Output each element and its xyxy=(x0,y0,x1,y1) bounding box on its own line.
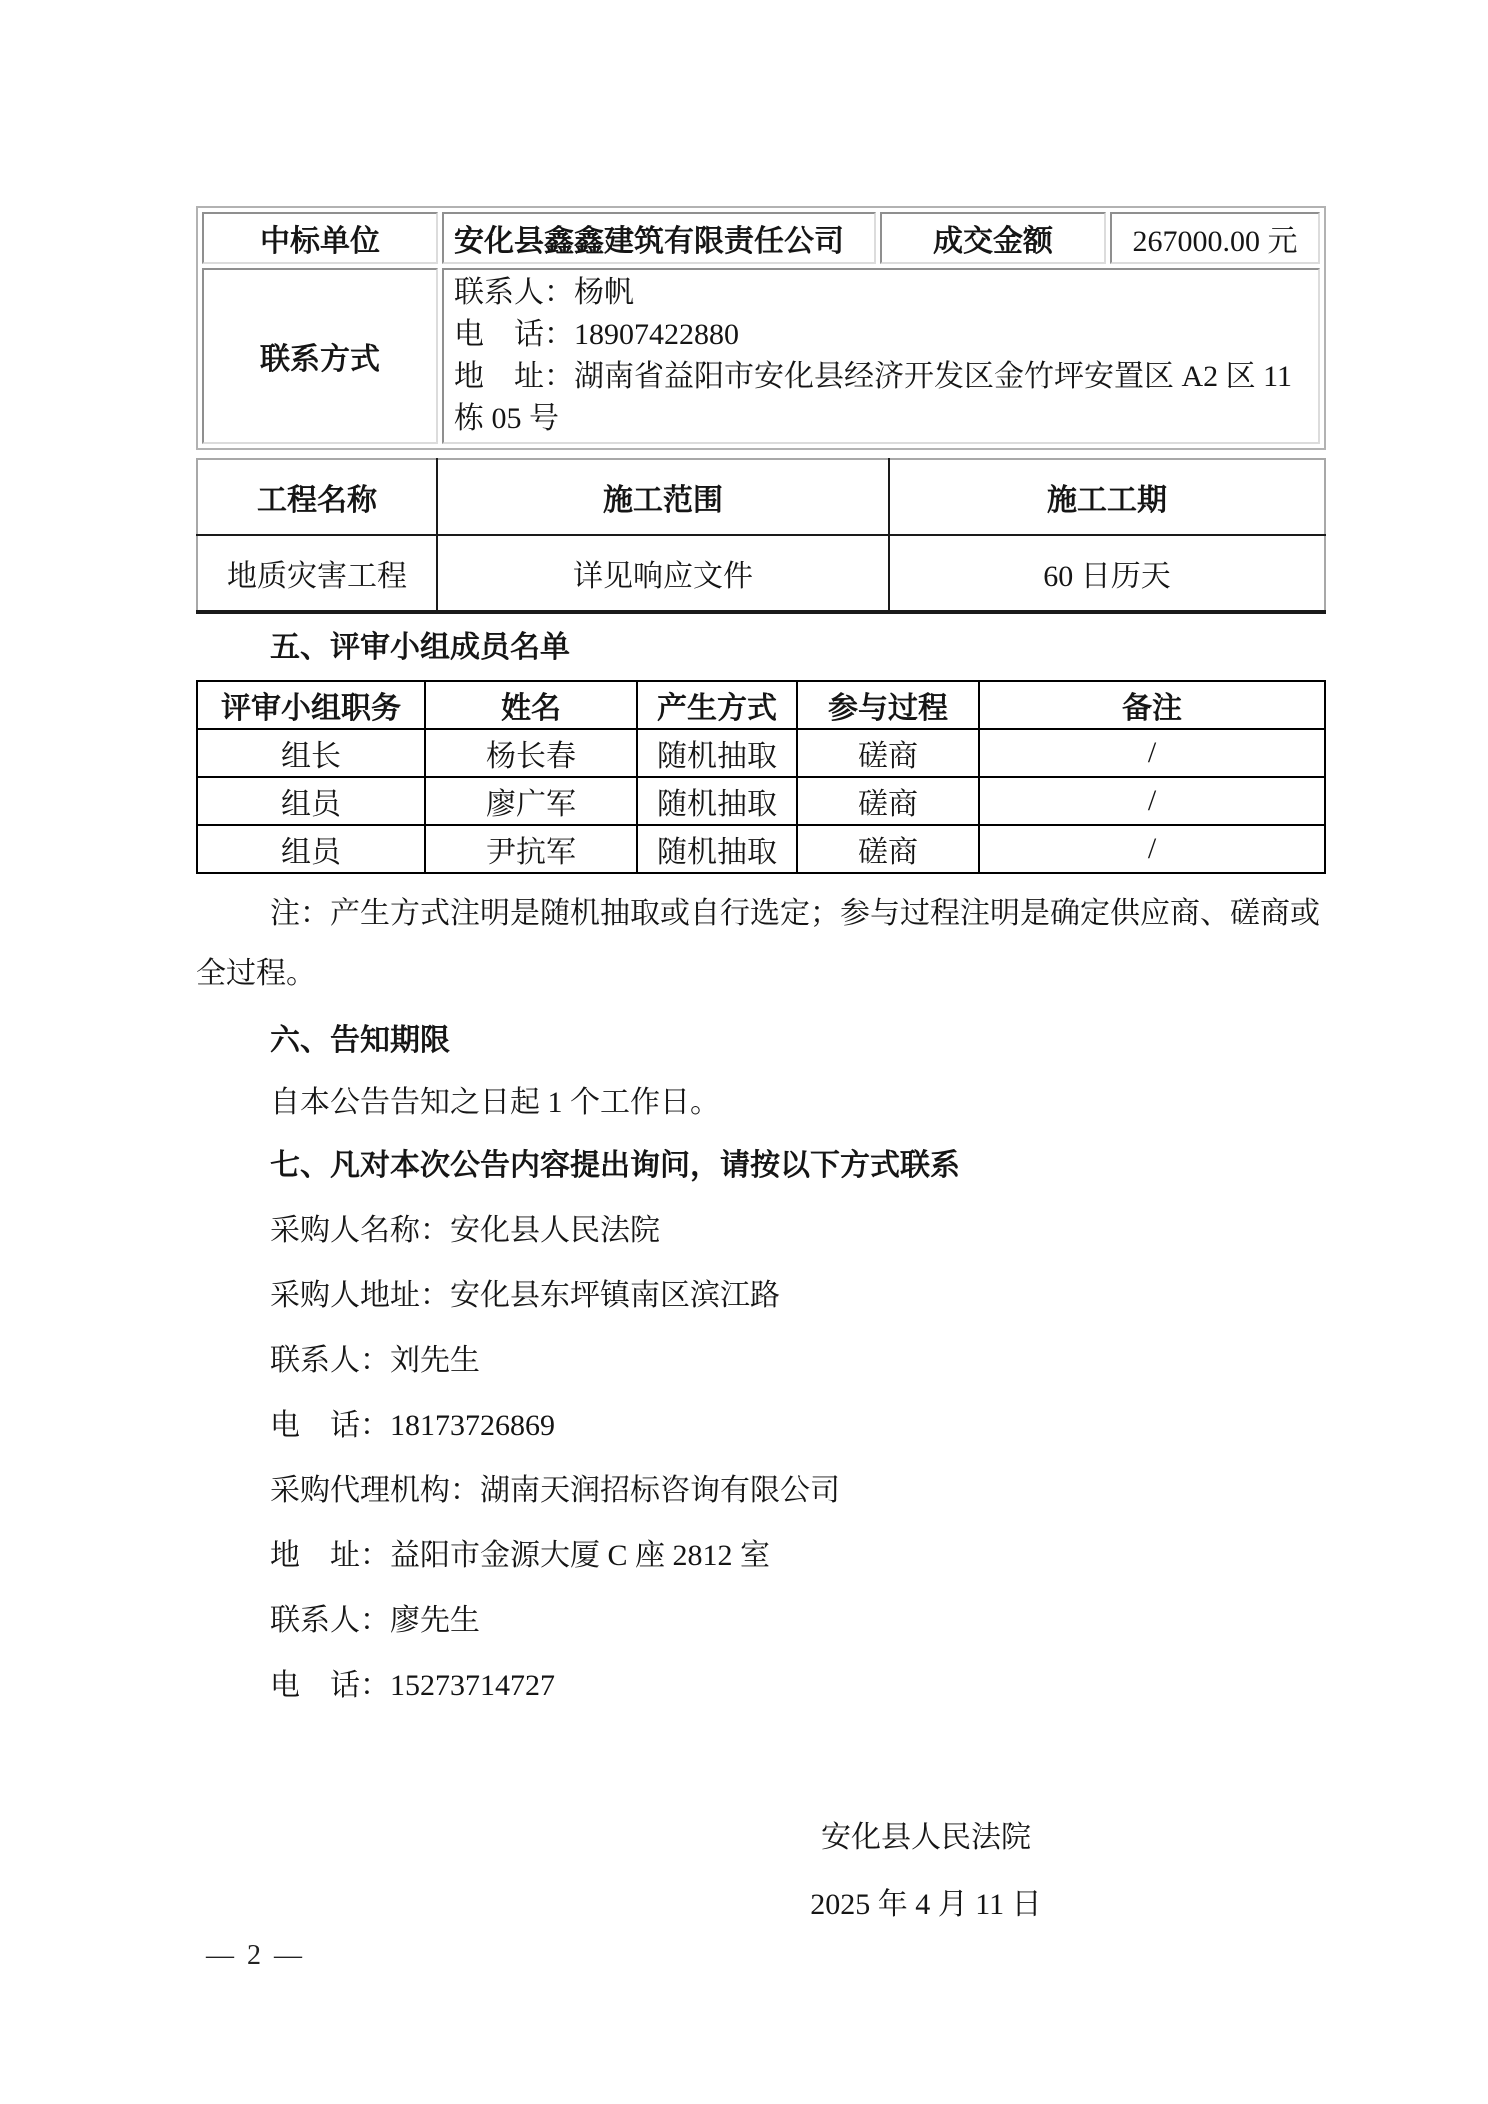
panel-note-line2: 全过程。 xyxy=(196,957,316,990)
panel-process-header: 参与过程 xyxy=(797,681,979,729)
panel-name-cell: 尹抗军 xyxy=(425,825,637,873)
panel-role-cell: 组员 xyxy=(197,825,425,873)
project-name-header: 工程名称 xyxy=(197,459,437,535)
panel-remark-cell: / xyxy=(979,825,1325,873)
contact-label: 联系方式 xyxy=(202,268,438,444)
project-duration-header: 施工工期 xyxy=(889,459,1325,535)
panel-header-row xyxy=(197,681,1325,729)
agency-contact-line: 联系人：廖先生 xyxy=(270,1604,480,1637)
section5-heading: 五、评审小组成员名单 xyxy=(270,631,570,664)
panel-process-cell: 磋商 xyxy=(797,825,979,873)
contact-details-cell xyxy=(442,268,1320,444)
panel-note-line1: 注：产生方式注明是随机抽取或自行选定；参与过程注明是确定供应商、磋商或 xyxy=(270,897,1320,930)
review-panel-table xyxy=(196,680,1326,874)
panel-remark-cell: / xyxy=(979,777,1325,825)
panel-role-cell: 组长 xyxy=(197,729,425,777)
purchaser-name-line: 采购人名称：安化县人民法院 xyxy=(270,1214,660,1247)
winner-label: 中标单位 xyxy=(202,212,438,264)
project-scope-header: 施工范围 xyxy=(437,459,889,535)
amount-value: 267000.00 元 xyxy=(1110,212,1320,264)
award-table xyxy=(196,206,1326,450)
panel-row xyxy=(197,777,1325,825)
panel-method-cell: 随机抽取 xyxy=(637,777,797,825)
panel-name-header: 姓名 xyxy=(425,681,637,729)
panel-remark-cell: / xyxy=(979,729,1325,777)
project-table xyxy=(196,458,1326,614)
project-duration-value: 60 日历天 xyxy=(889,535,1325,612)
panel-role-cell: 组员 xyxy=(197,777,425,825)
winner-value: 安化县鑫鑫建筑有限责任公司 xyxy=(442,212,876,264)
panel-method-cell: 随机抽取 xyxy=(637,825,797,873)
signature-org: 安化县人民法院 xyxy=(821,1821,1031,1854)
contact-person-line: 联系人：杨帆 xyxy=(454,276,634,309)
section6-body: 自本公告告知之日起 1 个工作日。 xyxy=(270,1086,720,1119)
panel-role-header: 评审小组职务 xyxy=(197,681,425,729)
purchaser-address-line: 采购人地址：安化县东坪镇南区滨江路 xyxy=(270,1279,780,1312)
amount-label: 成交金额 xyxy=(880,212,1106,264)
panel-name-cell: 杨长春 xyxy=(425,729,637,777)
panel-process-cell: 磋商 xyxy=(797,777,979,825)
award-table-row-winner xyxy=(202,212,1320,264)
page-number: — 2 — xyxy=(206,1940,305,1971)
panel-method-header: 产生方式 xyxy=(637,681,797,729)
panel-row xyxy=(197,729,1325,777)
agency-name-line: 采购代理机构：湖南天润招标咨询有限公司 xyxy=(270,1474,840,1507)
panel-remark-header: 备注 xyxy=(979,681,1325,729)
project-scope-value: 详见响应文件 xyxy=(437,535,889,612)
panel-process-cell: 磋商 xyxy=(797,729,979,777)
panel-row xyxy=(197,825,1325,873)
contact-address-line: 地 址：湖南省益阳市安化县经济开发区金竹坪安置区 A2 区 11 栋 05 号 xyxy=(454,360,1293,435)
panel-method-cell: 随机抽取 xyxy=(637,729,797,777)
agency-phone-line: 电 话：15273714727 xyxy=(270,1669,555,1702)
signature-date: 2025 年 4 月 11 日 xyxy=(810,1888,1042,1921)
agency-address-line: 地 址：益阳市金源大厦 C 座 2812 室 xyxy=(270,1539,771,1572)
panel-name-cell: 廖广军 xyxy=(425,777,637,825)
project-table-data-row xyxy=(197,535,1325,612)
contact-phone-line: 电 话：18907422880 xyxy=(454,318,739,351)
section7-heading: 七、凡对本次公告内容提出询问，请按以下方式联系 xyxy=(270,1149,960,1182)
purchaser-contact-line: 联系人：刘先生 xyxy=(270,1344,480,1377)
award-table-row-contact xyxy=(202,268,1320,444)
project-name-value: 地质灾害工程 xyxy=(227,560,407,593)
purchaser-phone-line: 电 话：18173726869 xyxy=(270,1409,555,1442)
signature-block xyxy=(716,1804,1136,1938)
project-table-header-row xyxy=(197,459,1325,535)
section6-heading: 六、告知期限 xyxy=(270,1024,450,1057)
